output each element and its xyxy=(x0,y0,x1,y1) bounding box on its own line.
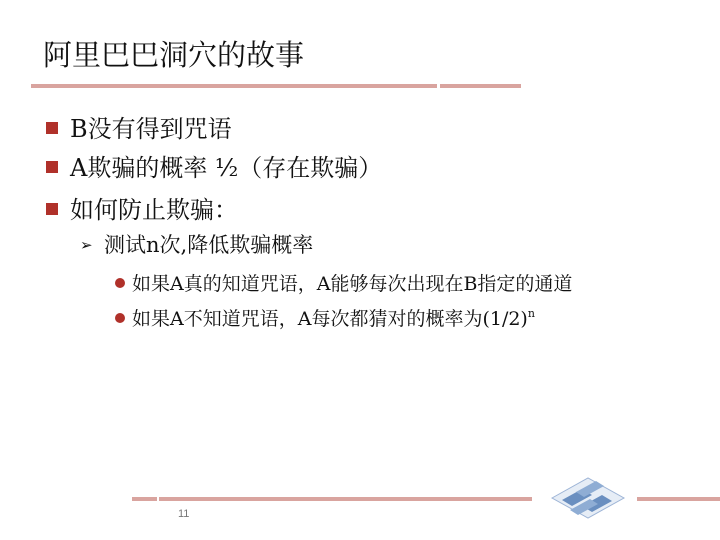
sub-sub-bullet-item xyxy=(115,272,572,296)
dot-bullet-icon xyxy=(115,278,125,288)
footer-divider-notch xyxy=(157,497,159,501)
bullet-text: B没有得到咒语 xyxy=(70,115,232,143)
bullet-text: 如何防止欺骗： xyxy=(70,196,238,224)
slide-title: 阿里巴巴洞穴的故事 xyxy=(43,38,305,72)
sub-sub-bullet-text: 如果A不知道咒语，A每次都猜对的概率为(1/2) xyxy=(132,308,528,330)
footer-divider xyxy=(132,497,532,501)
sub-sub-bullet-text: 如果A真的知道咒语，A能够每次出现在B指定的通道 xyxy=(132,273,573,295)
company-logo-icon xyxy=(548,470,628,526)
square-bullet-icon xyxy=(46,161,58,173)
sub-bullet-item xyxy=(80,232,313,258)
sub-sub-bullet-item xyxy=(115,307,535,331)
page-number: 11 xyxy=(178,508,190,520)
bullet-item xyxy=(46,153,382,183)
exponent: n xyxy=(527,307,535,320)
dot-bullet-icon xyxy=(115,313,125,323)
bullet-item xyxy=(46,114,232,144)
square-bullet-icon xyxy=(46,122,58,134)
title-divider xyxy=(31,84,521,88)
square-bullet-icon xyxy=(46,203,58,215)
footer-divider-right xyxy=(637,497,720,501)
bullet-item xyxy=(46,195,238,225)
bullet-text: A欺骗的概率 ½（存在欺骗） xyxy=(70,154,383,182)
arrow-bullet-icon: ➢ xyxy=(80,236,93,254)
title-divider-notch xyxy=(437,84,440,88)
sub-bullet-text: 测试n次,降低欺骗概率 xyxy=(104,233,314,257)
